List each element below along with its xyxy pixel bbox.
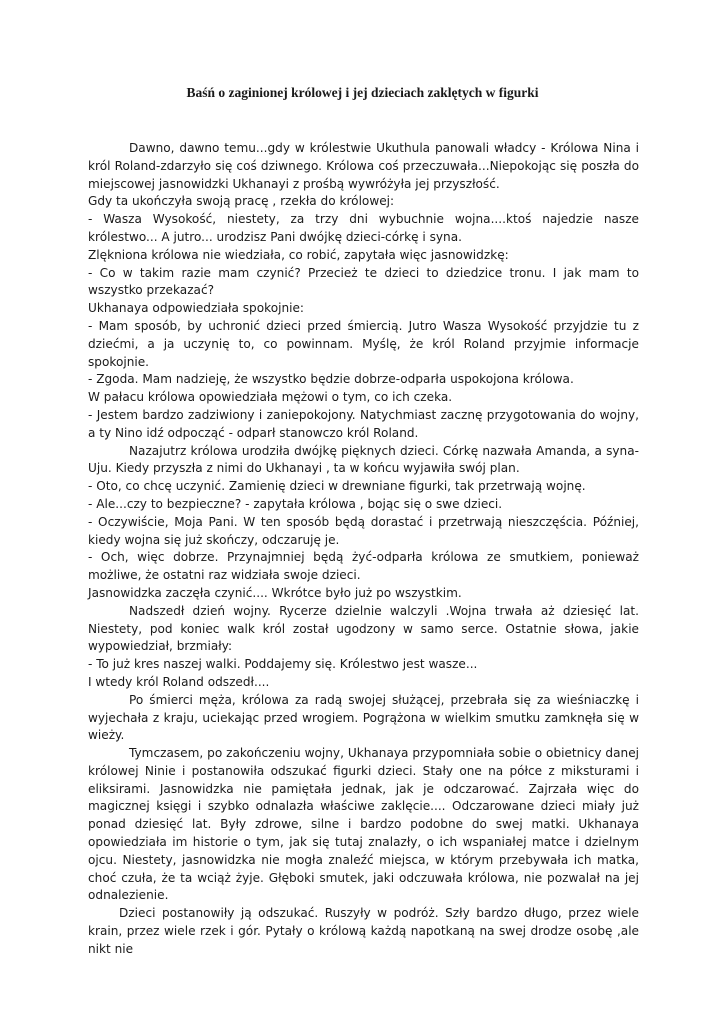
paragraph: - Co w takim razie mam czynić? Przecież te dzieci to dziedzice tronu. I jak mam to wszystko przekazać? (88, 265, 639, 298)
document-body (88, 140, 639, 959)
paragraph: Gdy ta ukończyła swoją pracę , rzekła do królowej: (88, 194, 395, 209)
paragraph: - Oczywiście, Moja Pani. W ten sposób będą dorastać i przetrwają nieszczęścia. Później, kiedy wojna się już skończy, odczaruję je. (88, 514, 639, 547)
paragraph: W pałacu królowa opowiedziała mężowi o tym, co ich czeka. (88, 390, 453, 405)
paragraph: - Ale...czy to bezpieczne? - zapytała królowa , bojąc się o swe dzieci. (88, 496, 503, 511)
paragraph: - Mam sposób, by uchronić dzieci przed śmiercią. Jutro Wasza Wysokość przyjdzie tu z dziećmi, a ja uczynię to, co powinnam. Myślę, że król Roland przyjmie informacje spokojnie. (88, 318, 639, 369)
paragraph: - Zgoda. Mam nadzieję, że wszystko będzie dobrze-odparła uspokojona królowa. (88, 372, 574, 387)
paragraph: Zlękniona królowa nie wiedziała, co robić, zapytała więc jasnowidzkę: (88, 247, 509, 262)
paragraph: Po śmierci męża, królowa za radą swojej służącej, przebrała się za wieśniaczkę i wyjechała z kraju, uciekając przed wrogiem. Pogrążona w wielkim smutku zamknęła się w wieży. (88, 692, 639, 743)
paragraph: I wtedy król Roland odszedł.... (88, 674, 270, 689)
document-title: Baśń o zaginionej królowej i jej dzieciach zaklętych w figurki (186, 85, 539, 100)
paragraph: - To już kres naszej walki. Poddajemy się. Królestwo jest wasze... (88, 657, 478, 672)
paragraph: Nazajutrz królowa urodziła dwójkę pięknych dzieci. Córkę nazwała Amanda, a syna-Uju. Kiedy przyszła z nimi do Ukhanayi , ta w końcu wyjawiła swój plan. (88, 443, 639, 476)
paragraph: Nadszedł dzień wojny. Rycerze dzielnie walczyli .Wojna trwała aż dziesięć lat. Niestety, pod koniec walk król został ugodzony w samo serce. Ostatnie słowa, jakie wypowiedział, brzmiały: (88, 603, 639, 654)
paragraph: Jasnowidzka zaczęła czynić.... Wkrótce było już po wszystkim. (88, 585, 462, 600)
paragraph: - Wasza Wysokość, niestety, za trzy dni wybuchnie wojna....ktoś najedzie nasze królestwo... A jutro... urodzisz Pani dwójkę dzieci-córkę i syna. (88, 212, 639, 244)
paragraph: - Och, więc dobrze. Przynajmniej będą żyć-odparła królowa ze smutkiem, ponieważ możliwe, że ostatni raz widziała swoje dzieci. (88, 550, 639, 583)
paragraph: Dawno, dawno temu...gdy w królestwie Ukuthula panowali władcy - Królowa Nina i król Roland-zdarzyło się coś dziwnego. Królowa coś przeczuwała...Niepokojąc się poszła do miejscowej jasnowidzki Ukhanayi z prośbą wywróżyła jej przyszłość. (88, 141, 639, 191)
paragraph: Dzieci postanowiły ją odszukać. Ruszyły w podróż. Szły bardzo długo, przez wiele krain, przez wiele rzek i gór. Pytały o królową każdą napotkaną na swej drodze osobę ,ale nikt nie (88, 906, 639, 956)
paragraph: - Oto, co chcę uczynić. Zamienię dzieci w drewniane figurki, tak przetrwają wojnę. (88, 479, 586, 494)
paragraph: - Jestem bardzo zadziwiony i zaniepokojony. Natychmiast zacznę przygotowania do wojny, a ty Nino idź odpocząć - odparł stanowczo król Roland. (88, 407, 639, 440)
paragraph: Ukhanaya odpowiedziała spokojnie: (88, 301, 304, 316)
paragraph: Tymczasem, po zakończeniu wojny, Ukhanaya przypomniała sobie o obietnicy danej królowej Ninie i postanowiła odszukać figurki dzieci. Stały one na półce z miksturami i eliksirami. Jasnowidzka nie pamiętała jednak, jak je odczarować. Zajrzała więc do magicznej księgi i szybko odnalazła właściwe zaklęcie.... Odczarowane dzieci miały już ponad dziesięć lat. Były zdrowe, silne i bardzo podobne do swej matki. Ukhanaya opowiedziała im historie o tym, jak się tutaj znalazły, o ich wspaniałej matce i dzielnym ojcu. Niestety, jasnowidzka nie mogła znaleźć miejsca, w którym przebywała ich matka, choć czuła, że ta wciąż żyje. Głęboki smutek, jaki odczuwała królowa, nie pozwalał na jej odnalezienie. (88, 746, 639, 903)
